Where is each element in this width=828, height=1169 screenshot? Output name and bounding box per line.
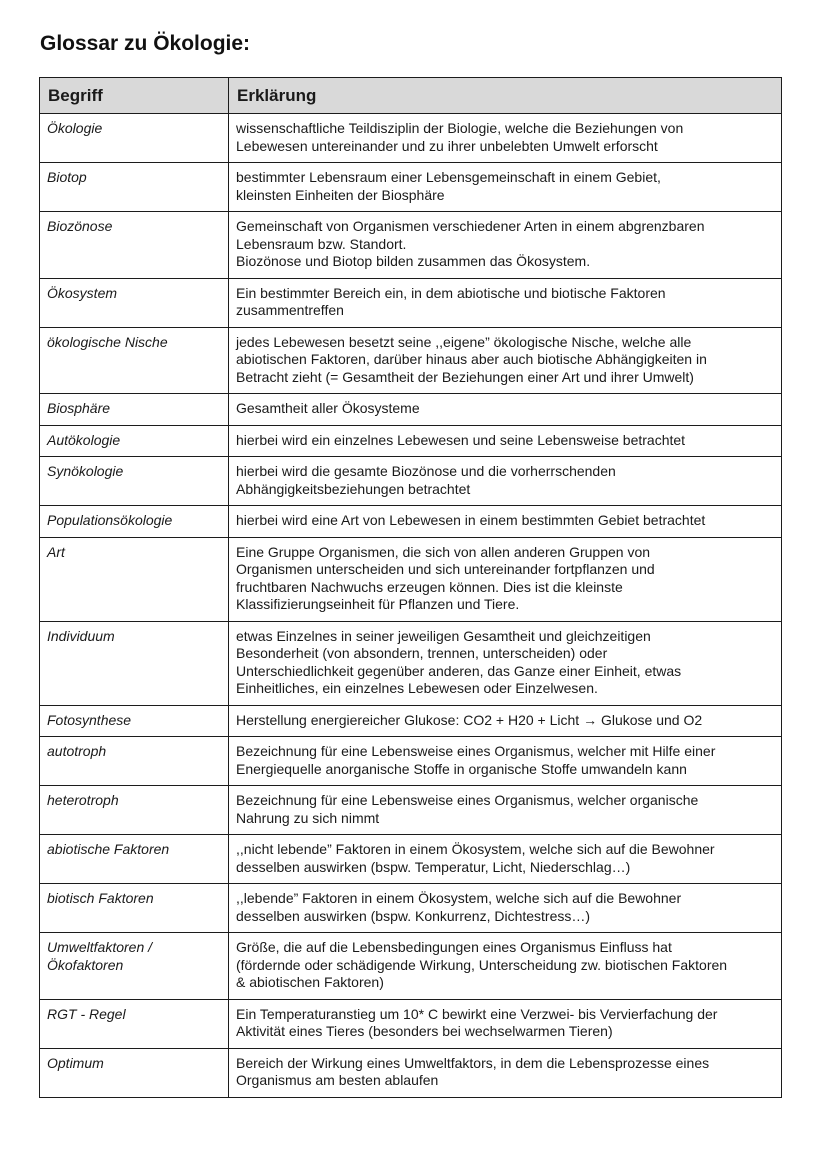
term-cell: Populationsökologie (40, 506, 229, 538)
definition-cell: hierbei wird die gesamte Biozönose und die vorherrschenden Abhängigkeitsbeziehungen betrachtet (229, 457, 782, 506)
term-cell: RGT - Regel (40, 999, 229, 1048)
term-cell: Ökosystem (40, 278, 229, 327)
definition-cell: hierbei wird ein einzelnes Lebewesen und seine Lebensweise betrachtet (229, 425, 782, 457)
table-row (40, 786, 782, 835)
term-cell: heterotroph (40, 786, 229, 835)
definition-cell: Ein Temperaturanstieg um 10* C bewirkt eine Verzwei- bis Vervierfachung der Aktivität eines Tieres (besonders bei wechselwarmen Tieren) (229, 999, 782, 1048)
glossary-rows (40, 114, 782, 1098)
table-row (40, 457, 782, 506)
definition-cell: Ein bestimmter Bereich ein, in dem abiotische und biotische Faktoren zusammentreffen (229, 278, 782, 327)
term-cell: Ökologie (40, 114, 229, 163)
term-cell: ökologische Nische (40, 327, 229, 394)
term-cell: Synökologie (40, 457, 229, 506)
table-row (40, 884, 782, 933)
glossary-table (39, 77, 782, 1098)
definition-cell: Eine Gruppe Organismen, die sich von allen anderen Gruppen von Organismen unterscheiden und sich untereinander fortpflanzen und fruchtbaren Nachwuchs erzeugen können. Dies ist die kleinste Klassifizierungseinheit für Pflanzen und Tiere. (229, 537, 782, 621)
column-header-term: Begriff (40, 78, 229, 114)
definition-cell: Bezeichnung für eine Lebensweise eines Organismus, welcher organische Nahrung zu sich nimmt (229, 786, 782, 835)
table-row (40, 999, 782, 1048)
table-row (40, 537, 782, 621)
term-cell: Biosphäre (40, 394, 229, 426)
definition-cell: Herstellung energiereicher Glukose: CO2 + H20 + Licht → Glukose und O2 (229, 705, 782, 737)
table-row (40, 212, 782, 279)
definition-cell: Gemeinschaft von Organismen verschiedener Arten in einem abgrenzbaren Lebensraum bzw. Standort. Biozönose und Biotop bilden zusammen das Ökosystem. (229, 212, 782, 279)
table-row (40, 394, 782, 426)
term-cell: Art (40, 537, 229, 621)
definition-cell: ,,lebende” Faktoren in einem Ökosystem, welche sich auf die Bewohner desselben auswirken (bspw. Konkurrenz, Dichtestress…) (229, 884, 782, 933)
definition-cell: jedes Lebewesen besetzt seine ,,eigene” ökologische Nische, welche alle abiotischen Faktoren, darüber hinaus aber auch biotische Abhängigkeiten in Betracht zieht (= Gesamtheit der Beziehungen einer Art und ihrer Umwelt) (229, 327, 782, 394)
table-row (40, 163, 782, 212)
table-row (40, 327, 782, 394)
term-cell: Autökologie (40, 425, 229, 457)
page-title: Glossar zu Ökologie: (40, 32, 251, 55)
term-cell: Biozönose (40, 212, 229, 279)
definition-cell: Größe, die auf die Lebensbedingungen eines Organismus Einfluss hat (fördernde oder schädigende Wirkung, Unterscheidung zw. biotischen Faktoren & abiotischen Faktoren) (229, 933, 782, 1000)
term-cell: autotroph (40, 737, 229, 786)
definition-cell: bestimmter Lebensraum einer Lebensgemeinschaft in einem Gebiet, kleinsten Einheiten der Biosphäre (229, 163, 782, 212)
table-row (40, 425, 782, 457)
table-row (40, 933, 782, 1000)
table-row (40, 278, 782, 327)
table-row (40, 506, 782, 538)
table-row (40, 705, 782, 737)
definition-cell: Bezeichnung für eine Lebensweise eines Organismus, welcher mit Hilfe einer Energiequelle anorganische Stoffe in organische Stoffe umwandeln kann (229, 737, 782, 786)
term-cell: Biotop (40, 163, 229, 212)
definition-cell: wissenschaftliche Teildisziplin der Biologie, welche die Beziehungen von Lebewesen untereinander und zu ihrer unbelebten Umwelt erforscht (229, 114, 782, 163)
table-row (40, 621, 782, 705)
table-header-row (40, 78, 782, 114)
definition-cell: Gesamtheit aller Ökosysteme (229, 394, 782, 426)
table-row (40, 1048, 782, 1097)
column-header-definition: Erklärung (229, 78, 782, 114)
term-cell: Fotosynthese (40, 705, 229, 737)
term-cell: Optimum (40, 1048, 229, 1097)
term-cell: abiotische Faktoren (40, 835, 229, 884)
table-row (40, 737, 782, 786)
term-cell: Umweltfaktoren / Ökofaktoren (40, 933, 229, 1000)
table-row (40, 835, 782, 884)
definition-cell: hierbei wird eine Art von Lebewesen in einem bestimmten Gebiet betrachtet (229, 506, 782, 538)
term-cell: Individuum (40, 621, 229, 705)
definition-cell: Bereich der Wirkung eines Umweltfaktors, in dem die Lebensprozesse eines Organismus am besten ablaufen (229, 1048, 782, 1097)
definition-cell: ,,nicht lebende” Faktoren in einem Ökosystem, welche sich auf die Bewohner desselben auswirken (bspw. Temperatur, Licht, Niederschlag…) (229, 835, 782, 884)
term-cell: biotisch Faktoren (40, 884, 229, 933)
table-row (40, 114, 782, 163)
definition-cell: etwas Einzelnes in seiner jeweiligen Gesamtheit und gleichzeitigen Besonderheit (von absondern, trennen, unterscheiden) oder Unterschiedlichkeit gegenüber anderen, das Ganze einer Einheit, etwas Einheitliches, ein einzelnes Lebewesen oder Einzelwesen. (229, 621, 782, 705)
